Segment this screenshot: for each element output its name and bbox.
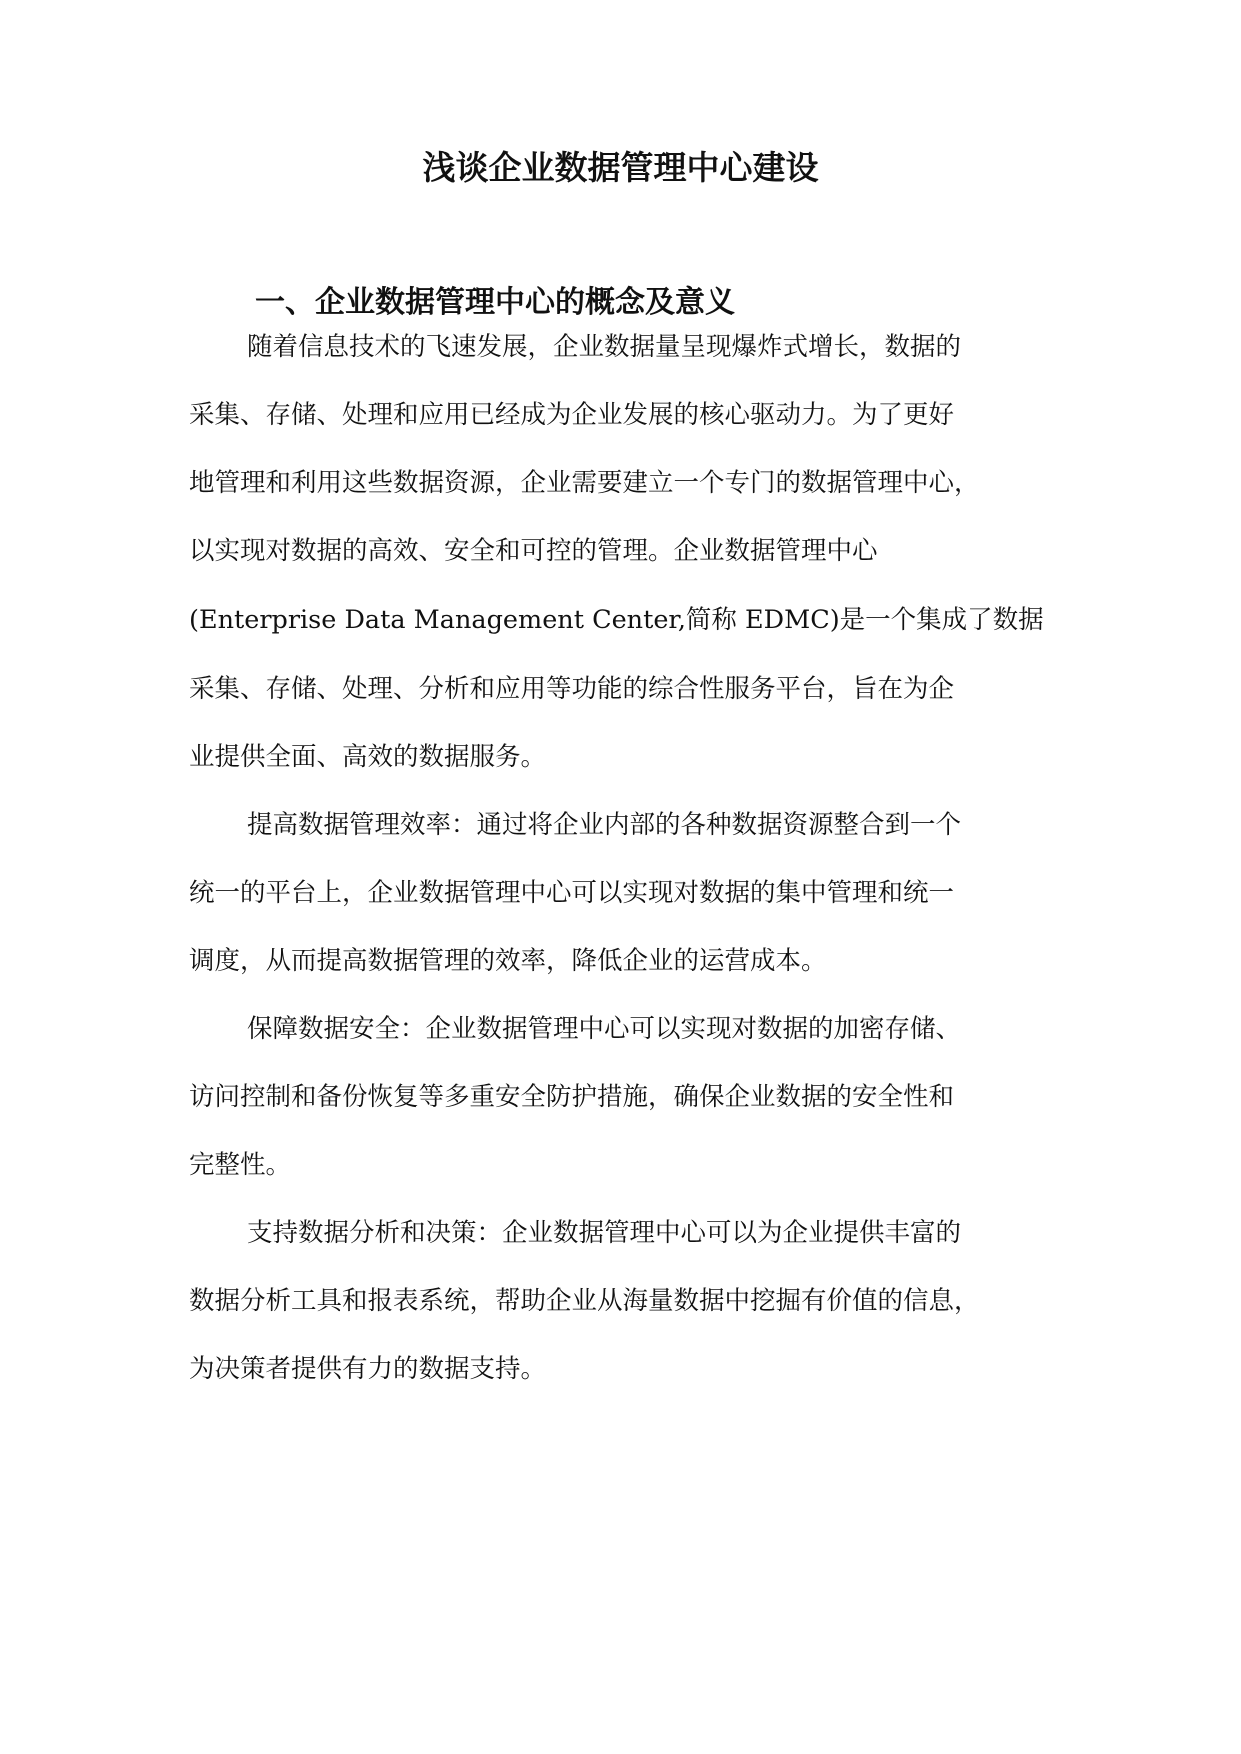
paragraph-line: 调度，从而提高数据管理的效率，降低企业的运营成本。 bbox=[189, 946, 827, 976]
document-title: 浅谈企业数据管理中心建设 bbox=[422, 148, 819, 187]
paragraph-line: 随着信息技术的飞速发展，企业数据量呈现爆炸式增长，数据的 bbox=[247, 332, 962, 362]
paragraph-line: 支持数据分析和决策：企业数据管理中心可以为企业提供丰富的 bbox=[247, 1218, 962, 1248]
paragraph-line: 完整性。 bbox=[189, 1150, 292, 1180]
paragraph-line: 统一的平台上，企业数据管理中心可以实现对数据的集中管理和统一 bbox=[189, 878, 955, 908]
paragraph-line: 采集、存储、处理、分析和应用等功能的综合性服务平台，旨在为企 bbox=[189, 674, 955, 704]
paragraph-line: 业提供全面、高效的数据服务。 bbox=[189, 742, 547, 772]
paragraph-line: 采集、存储、处理和应用已经成为企业发展的核心驱动力。为了更好 bbox=[189, 400, 955, 430]
paragraph-line: 提高数据管理效率：通过将企业内部的各种数据资源整合到一个 bbox=[247, 810, 962, 840]
paragraph-line: 访问控制和备份恢复等多重安全防护措施，确保企业数据的安全性和 bbox=[189, 1082, 955, 1112]
paragraph-line: 数据分析工具和报表系统，帮助企业从海量数据中挖掘有价值的信息， bbox=[189, 1286, 980, 1316]
paragraph-line: 保障数据安全：企业数据管理中心可以实现对数据的加密存储、 bbox=[247, 1014, 962, 1044]
paragraph-line: (Enterprise Data Management Center,简称 EDMC)是一个集成了数据 bbox=[189, 605, 1044, 635]
section-heading: 一、企业数据管理中心的概念及意义 bbox=[255, 285, 735, 320]
paragraph-line: 地管理和利用这些数据资源，企业需要建立一个专门的数据管理中心， bbox=[189, 468, 980, 498]
paragraph-line: 为决策者提供有力的数据支持。 bbox=[189, 1354, 547, 1384]
paragraph-line: 以实现对数据的高效、安全和可控的管理。企业数据管理中心 bbox=[189, 536, 878, 566]
